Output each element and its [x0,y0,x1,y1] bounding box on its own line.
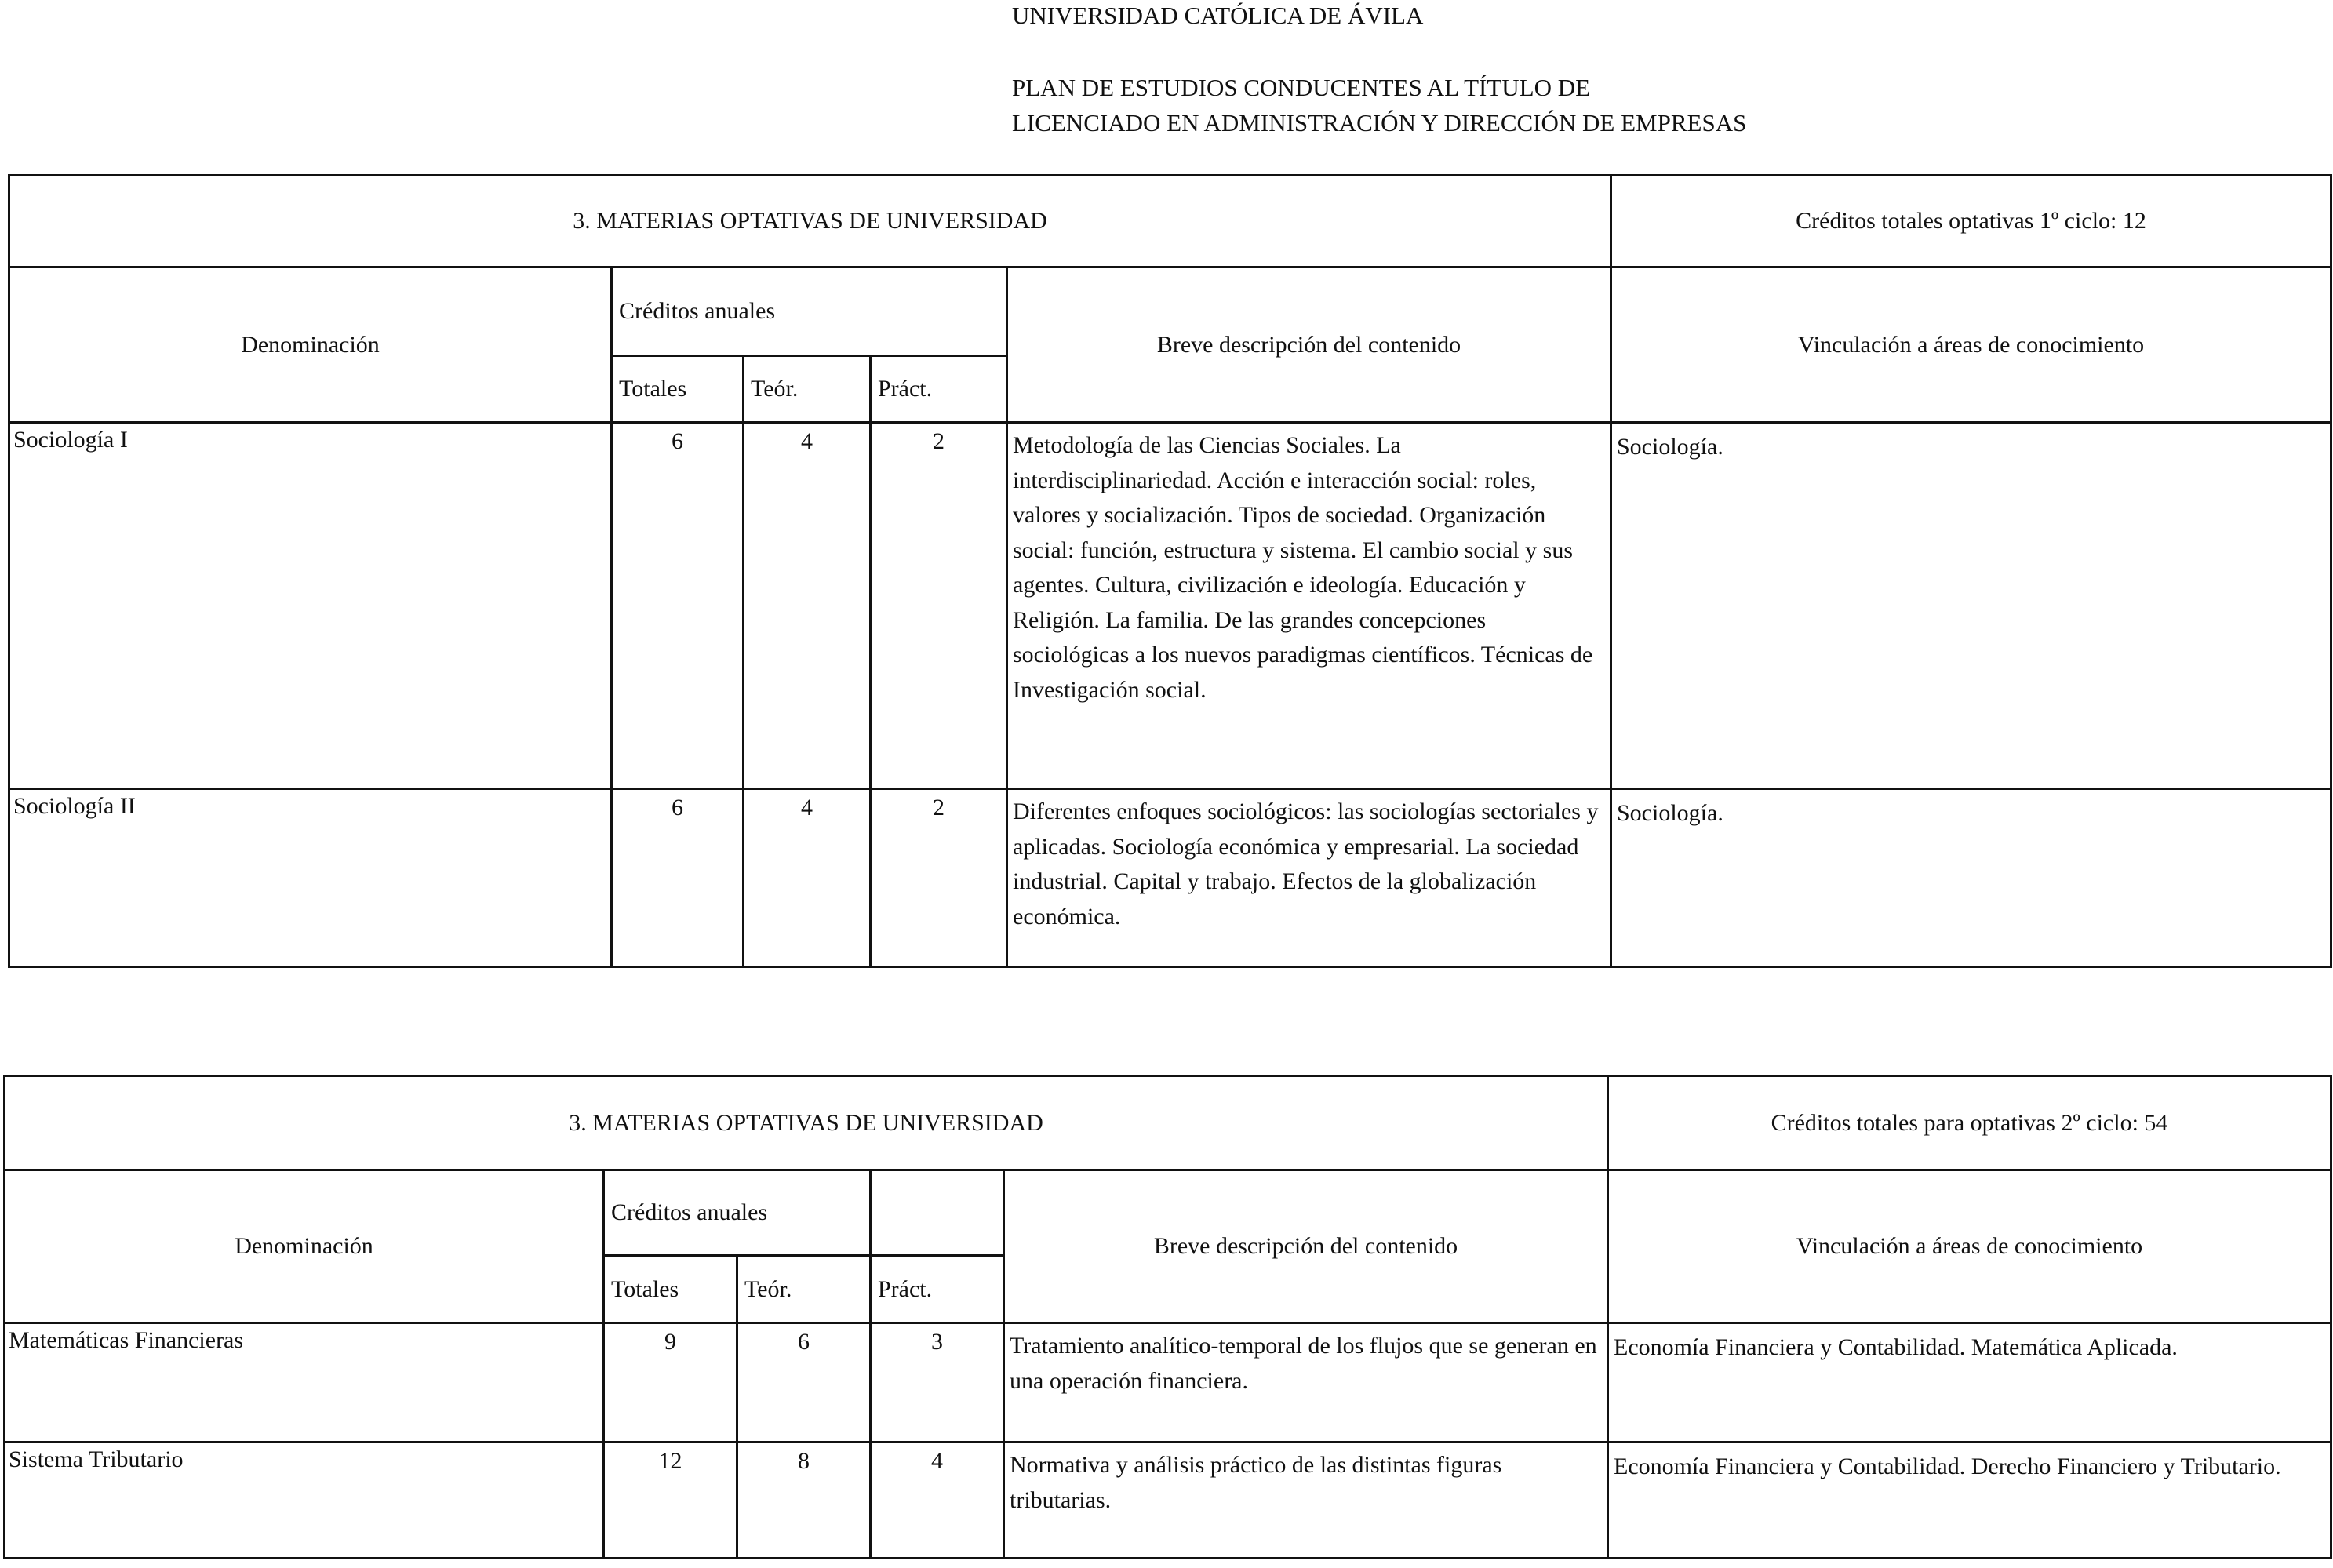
col-header-teor: Teór. [744,356,871,423]
subject-name: Matemáticas Financieras [5,1323,604,1442]
credits-totales: 12 [604,1442,737,1559]
credits-pract: 3 [871,1323,1004,1442]
col-header-teor: Teór. [737,1256,871,1323]
table-row [5,1442,2331,1559]
subject-description: Tratamiento analítico-temporal de los flujos que se generan en una operación financiera. [1004,1323,1608,1442]
university-name: UNIVERSIDAD CATÓLICA DE ÁVILA [1012,2,1424,29]
credits-pract: 2 [871,423,1007,789]
col-header-totales: Totales [604,1256,737,1323]
credits-totales: 6 [612,789,744,967]
plan-title-line-2: LICENCIADO EN ADMINISTRACIÓN Y DIRECCIÓN DE EMPRESAS [1012,109,1747,136]
subject-description: Diferentes enfoques sociológicos: las sociologías sectoriales y aplicadas. Sociología económica y empresarial. La sociedad industrial. Capital y trabajo. Efectos de la globalización económica. [1007,789,1611,967]
col-header-pract: Práct. [871,1256,1004,1323]
col-header-vinculacion: Vinculación a áreas de conocimiento [1608,1170,2331,1323]
credits-teor: 6 [737,1323,871,1442]
empty-header-cell [871,1170,1004,1256]
credits-totales: 9 [604,1323,737,1442]
subject-description: Normativa y análisis práctico de las distintas figuras tributarias. [1004,1442,1608,1559]
knowledge-area: Sociología. [1611,789,2331,967]
col-header-totales: Totales [612,356,744,423]
table-row [5,1323,2331,1442]
optativas-table-2 [3,1075,2332,1559]
knowledge-area: Economía Financiera y Contabilidad. Derecho Financiero y Tributario. [1608,1442,2331,1559]
plan-title-line-1: PLAN DE ESTUDIOS CONDUCENTES AL TÍTULO DE [1012,74,1591,101]
credits-teor: 4 [744,789,871,967]
subject-description: Metodología de las Ciencias Sociales. La interdisciplinariedad. Acción e interacción social: roles, valores y socialización. Tipos de sociedad. Organización social: función, estructura y sistema. El cambio social y sus agentes. Cultura, civilización e ideología. Educación y Religión. La familia. De las grandes concepciones sociológicas a los nuevos paradigmas científicos. Técnicas de Investigación social. [1007,423,1611,789]
table-row [9,789,2331,967]
col-header-denominacion: Denominación [5,1170,604,1323]
section-title: 3. MATERIAS OPTATIVAS DE UNIVERSIDAD [9,176,1611,267]
total-credits: Créditos totales para optativas 2º ciclo: 54 [1608,1076,2331,1170]
col-header-descripcion: Breve descripción del contenido [1004,1170,1608,1323]
credits-pract: 4 [871,1442,1004,1559]
knowledge-area: Economía Financiera y Contabilidad. Matemática Aplicada. [1608,1323,2331,1442]
col-header-denominacion: Denominación [9,267,612,423]
credits-pract: 2 [871,789,1007,967]
subject-name: Sistema Tributario [5,1442,604,1559]
total-credits: Créditos totales optativas 1º ciclo: 12 [1611,176,2331,267]
credits-totales: 6 [612,423,744,789]
knowledge-area: Sociología. [1611,423,2331,789]
col-header-descripcion: Breve descripción del contenido [1007,267,1611,423]
col-header-pract: Práct. [871,356,1007,423]
credits-teor: 8 [737,1442,871,1559]
optativas-table-1 [8,174,2332,968]
subject-name: Sociología I [9,423,612,789]
subject-name: Sociología II [9,789,612,967]
section-title: 3. MATERIAS OPTATIVAS DE UNIVERSIDAD [5,1076,1608,1170]
col-header-vinculacion: Vinculación a áreas de conocimiento [1611,267,2331,423]
table-row [9,423,2331,789]
col-header-creditos-anuales: Créditos anuales [612,267,1007,356]
col-header-creditos-anuales: Créditos anuales [604,1170,871,1256]
credits-teor: 4 [744,423,871,789]
